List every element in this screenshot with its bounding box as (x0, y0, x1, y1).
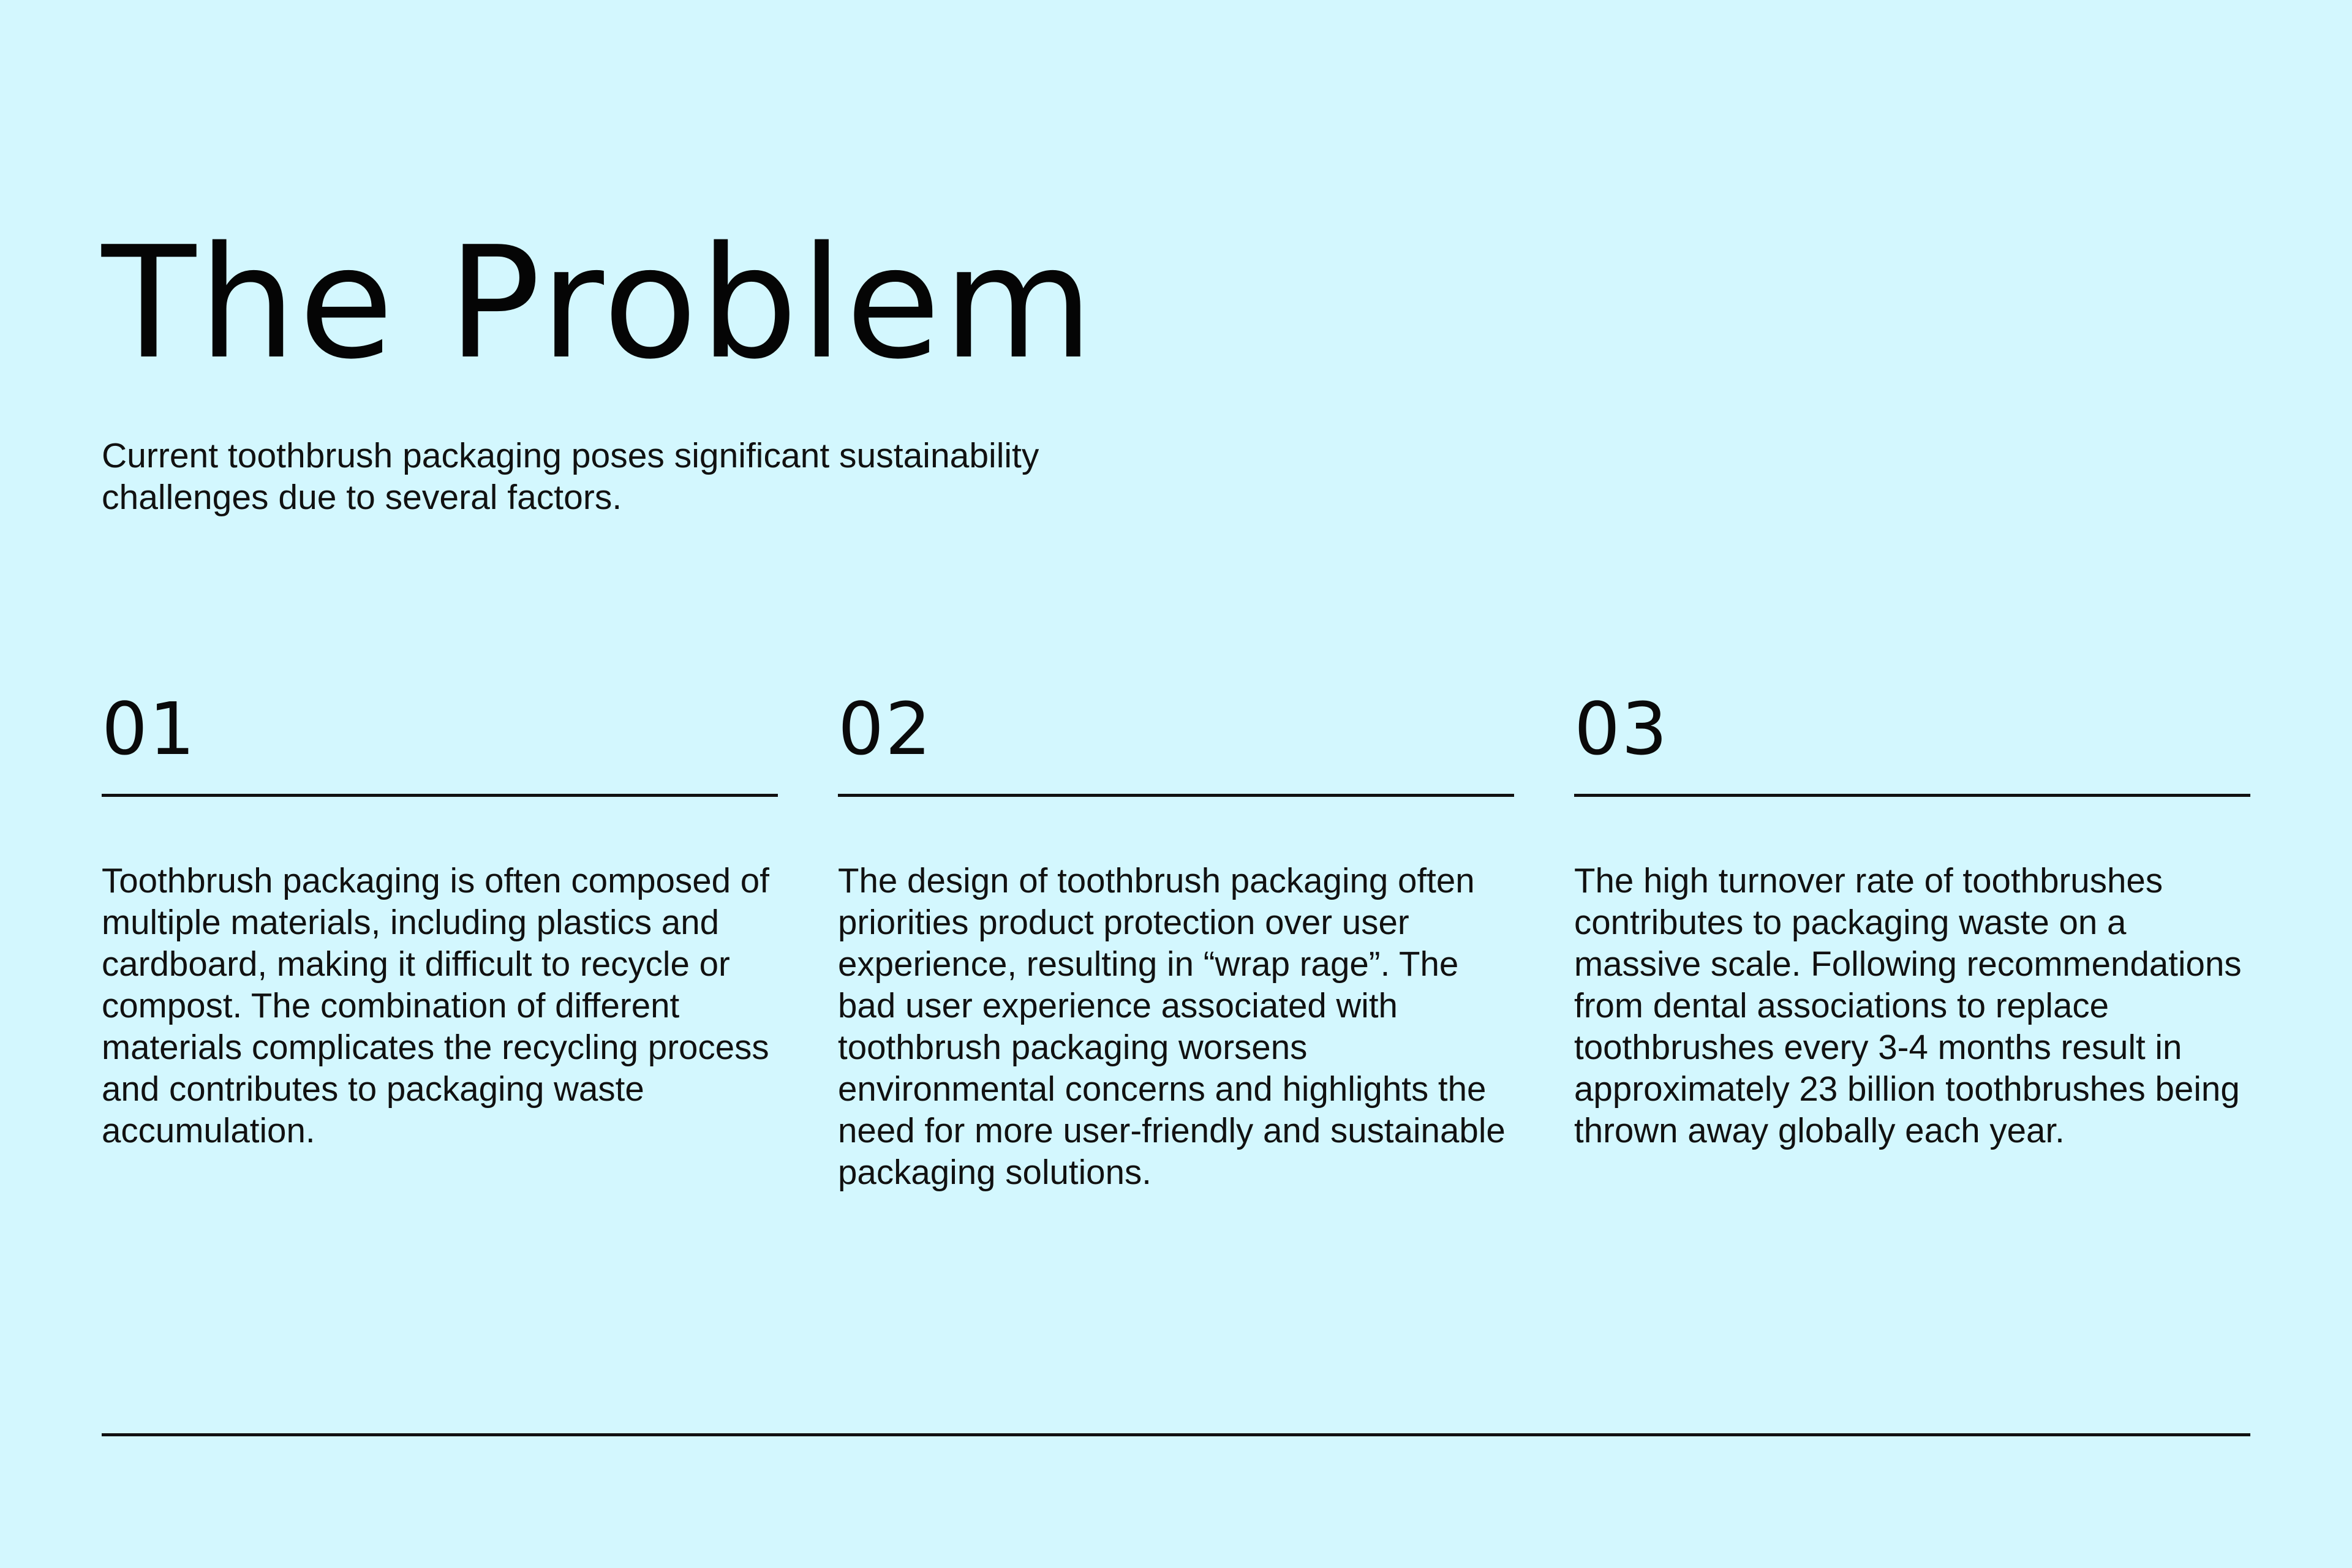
column-number: 01 (102, 687, 197, 771)
footer-divider (102, 1433, 2250, 1436)
page-subtitle: Current toothbrush packaging poses significant sustainability challenges due to several factors. (102, 436, 1039, 517)
problem-column-1 (102, 686, 778, 1150)
page-title: The Problem (102, 214, 1096, 393)
column-divider (838, 794, 1514, 797)
problem-column-2 (838, 686, 1514, 1191)
column-number: 02 (838, 687, 933, 771)
column-text: Toothbrush packaging is often composed of multiple materials, including plastics and cardboard, making it difficult to recycle or compost. The combination of different materials complicates the recycling process and contributes to packaging waste accumulation. (102, 861, 769, 1150)
column-number: 03 (1574, 687, 1669, 771)
column-divider (1574, 794, 2250, 797)
column-text: The high turnover rate of toothbrushes contributes to packaging waste on a massive scale. Following recommendations from dental associations to replace toothbrushes every 3-4 months result in approximately 23 billion toothbrushes being thrown away globally each year. (1574, 861, 2242, 1150)
column-text: The design of toothbrush packaging often priorities product protection over user experience, resulting in “wrap rage”. The bad user experience associated with toothbrush packaging worsens environmental concerns and highlights the need for more user-friendly and sustainable packaging solutions. (838, 861, 1506, 1191)
problem-column-3 (1574, 686, 2250, 1150)
column-divider (102, 794, 778, 797)
